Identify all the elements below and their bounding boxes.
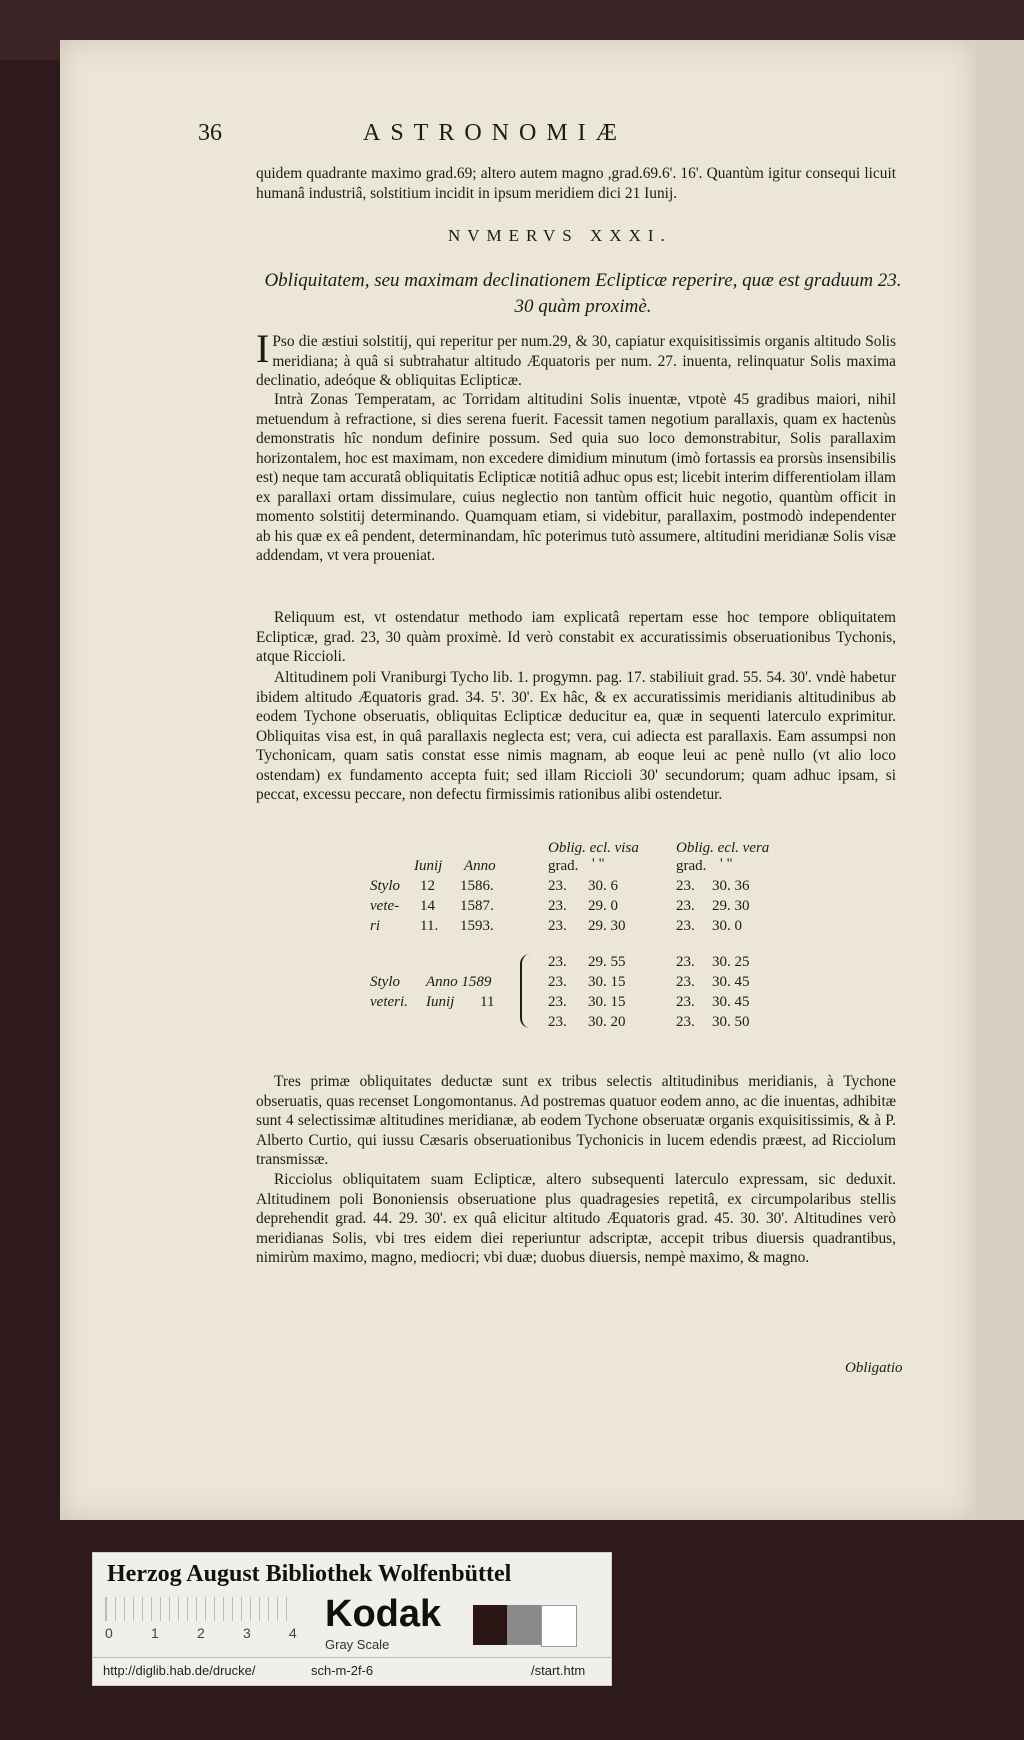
paragraph-4-text: Altitudinem poli Vraniburgi Tycho lib. 1. progymn. pag. 17. stabiliuit grad. 55. 54. 30'. vndè habetur ibidem altitudo Æquatoris grad. 34. 5'. 30'. Ex hâc, & ex accuratissimis meridianis altitudinibus ab eodem Tychone obseruatis, obliquitas Eclipticæ deducitur ea, quæ in sequenti laterculo exprimitur. Obliquitas visa est, in quâ parallaxis neglecta est; vera, cui adiecta est parallaxis. Eam assumpsi non Tychonicam, quam satis constat esse nimis magnam, ab eoque leui ac penè nullo (vt alio loco ostendam) ex fundamento accepta fuit; sed illam Riccioli 30' secundorum; quam adhuc ipsam, si peccat, excessu peccare, non defectu firmissimis rationibus alibi ostendetur.: [256, 669, 896, 803]
section-number: NVMERVS XXXI.: [448, 226, 672, 245]
row-visa-min: 29. 0: [588, 898, 618, 914]
paragraph-5: [256, 1072, 896, 1170]
group-visa-min: 30. 15: [588, 994, 626, 1010]
url-right: /start.htm: [531, 1663, 586, 1678]
row-vera-min: 30. 36: [712, 878, 750, 894]
paragraph-4: [256, 668, 896, 805]
row-visa-grad: 23.: [548, 918, 567, 934]
group-visa-grad: 23.: [548, 954, 567, 970]
group-vera-grad: 23.: [676, 954, 695, 970]
col-anno-header: Anno: [464, 858, 496, 874]
gray-swatch-mid: [507, 1605, 541, 1645]
url-left: http://diglib.hab.de/drucke/: [103, 1663, 256, 1678]
row-vera-min: 29. 30: [712, 898, 750, 914]
group-visa-grad: 23.: [548, 974, 567, 990]
ruler-label: 4: [289, 1625, 297, 1641]
gray-swatch-light: [541, 1605, 577, 1647]
paragraph-3: [256, 608, 896, 667]
group-vera-min: 30. 50: [712, 1014, 750, 1030]
paragraph-6: [256, 1170, 896, 1268]
group-brace: [520, 954, 532, 1028]
row-year: 1586.: [460, 878, 494, 894]
library-name: Herzog August Bibliothek Wolfenbüttel: [107, 1561, 512, 1587]
bleed-through-text: [200, 1260, 900, 1320]
group-vera-grad: 23.: [676, 994, 695, 1010]
row-visa-grad: 23.: [548, 898, 567, 914]
scale-ruler: [105, 1597, 291, 1621]
group-visa-min: 30. 15: [588, 974, 626, 990]
group-day: 11: [480, 994, 495, 1010]
group-vera-min: 30. 25: [712, 954, 750, 970]
row-year: 1593.: [460, 918, 494, 934]
gray-swatch-dark: [473, 1605, 507, 1645]
group-vera-grad: 23.: [676, 974, 695, 990]
paragraph-2: [256, 390, 896, 566]
ruler-label: 2: [197, 1625, 205, 1641]
row-label: ri: [370, 918, 381, 934]
next-page-edge: [975, 40, 1024, 1520]
drop-cap: I: [256, 326, 270, 371]
paragraph-5-text: Tres primæ obliquitates deductæ sunt ex tribus selectis altitudinibus meridianis, à Tychone obseruatis, quas recenset Longomontanus. Ad postremas quatuor eodem anno, ac die inuentas, adhibitæ sunt 4 selectissimæ altitudines meridianæ, ab eodem Tychone obseruatæ organis exquisitissimis, & à P. Alberto Curtio, qui iussu Cæsaris obseruationibus Tychonicis in lucem edendis præest, ad Ricciolum transmissæ.: [256, 1073, 896, 1168]
row-label: vete-: [370, 898, 400, 914]
group-anno: Anno 1589: [426, 974, 492, 990]
vera-unit: grad.: [676, 858, 707, 874]
paragraph-1-text: Pso die æstiui solstitij, qui reperitur per num.29, & 30, capiatur exquisitissimis organis altitudo Solis meridiana; à quâ si subtrahatur altitudo Æquatoris per num. 27. inuenta, relinquatur Solis maxima declinatio, adeóque & obliquitas Eclipticæ.: [256, 333, 896, 389]
paragraph-1: [256, 326, 896, 391]
group-label-2: veteri.: [370, 994, 408, 1010]
group-visa-min: 29. 55: [588, 954, 626, 970]
vera-marks: ' ": [720, 856, 733, 872]
page-number: 36: [198, 120, 222, 146]
row-vera-grad: 23.: [676, 918, 695, 934]
kodak-logo: Kodak: [325, 1593, 442, 1635]
row-vera-grad: 23.: [676, 898, 695, 914]
group-visa-min: 30. 20: [588, 1014, 626, 1030]
card-separator: [93, 1657, 611, 1658]
obliquity-table: [320, 838, 780, 1038]
url-mid: sch-m-2f-6: [311, 1663, 374, 1678]
running-title: ASTRONOMIÆ: [363, 120, 628, 146]
row-vera-min: 30. 0: [712, 918, 742, 934]
group-visa-grad: 23.: [548, 1014, 567, 1030]
group-label-1: Stylo: [370, 974, 400, 990]
row-visa-min: 30. 6: [588, 878, 618, 894]
row-vera-grad: 23.: [676, 878, 695, 894]
group-visa-grad: 23.: [548, 994, 567, 1010]
gray-scale-label: Gray Scale: [325, 1637, 390, 1652]
ruler-label: 3: [243, 1625, 251, 1641]
row-day: 14: [420, 898, 435, 914]
paragraph-3-text: Reliquum est, vt ostendatur methodo iam explicatâ repertam esse hoc tempore obliquitatem Eclipticæ, grad. 23, 30 quàm proximè. Id verò constabit ex accuratissimis obseruationibus Tychonis, atque Riccioli.: [256, 609, 896, 665]
visa-marks: ' ": [592, 856, 605, 872]
paragraph-2-text: Intrà Zonas Temperatam, ac Torridam altitudini Solis inuentæ, vtpotè 45 gradibus maiori, nihil metuendum à refractione, si dies serena fuerit. Facessit tamen negotium parallaxis, quam ex hactenùs demonstratis hîc nondum definire possum. Sed quia suo loco demonstrabitur, Solis parallaxim horizontalem, hoc est maximam, non excedere dimidium minutum (imò fortassis ea prorsùs insensibilis est) neque tam accuratâ obliquitatis Eclipticæ notitiâ adhuc opus est; licebit interim differentiolam illam ex parallaxi ortam dissimulare, cuius neglectio non tantùm officit huic negotio, quantùm officit in momento solstitij determinando. Quamquam etiam, si videbitur, parallaxim, postmodò independenter ab his quæ ex eâ pendent, determinandam, hîc poterimus tutò assumere, altitudini meridianæ Solis visæ addendam, vt vera proueniat.: [256, 391, 896, 564]
ruler-label: 0: [105, 1625, 113, 1641]
group-vera-min: 30. 45: [712, 974, 750, 990]
ruler-label: 1: [151, 1625, 159, 1641]
section-heading: Obliquitatem, seu maximam declinationem Eclipticæ reperire, quæ est graduum 23. 30 quàm proximè.: [264, 270, 902, 317]
col-vera-header: Oblig. ecl. vera: [676, 840, 770, 856]
group-iunij: Iunij: [426, 994, 455, 1010]
intro-paragraph: quidem quadrante maximo grad.69; altero autem magno ,grad.69.6'. 16'. Quantùm igitur consequi licuit humanâ industriâ, solstitium incidit in ipsum meridiem dici 21 Iunij.: [256, 165, 896, 202]
running-header: [198, 120, 938, 160]
group-vera-grad: 23.: [676, 1014, 695, 1030]
catchword: Obligatio: [845, 1360, 903, 1376]
row-day: 12: [420, 878, 435, 894]
row-day: 11.: [420, 918, 439, 934]
row-label: Stylo: [370, 878, 400, 894]
row-visa-min: 29. 30: [588, 918, 626, 934]
group-vera-min: 30. 45: [712, 994, 750, 1010]
row-visa-grad: 23.: [548, 878, 567, 894]
library-target-card: [92, 1552, 612, 1686]
col-visa-header: Oblig. ecl. visa: [548, 840, 639, 856]
col-iunij-header: Iunij: [414, 858, 443, 874]
row-year: 1587.: [460, 898, 494, 914]
visa-unit: grad.: [548, 858, 579, 874]
paragraph-6-text: Ricciolus obliquitatem suam Eclipticæ, altero subsequenti laterculo expressam, sic deduxit. Altitudinem poli Bononiensis obseruatione plus quadragesies repetitâ, ex circumpolaribus stellis deprehendit grad. 44. 29. 30'. ex quâ elicitur altitudo Æquatoris grad. 45. 30. 30'. Altitudines verò meridianas Solis, vbi tres eidem diei reperiuntur adscriptæ, accepit tribus diuersis quadrantibus, nimirùm maximo, magno, mediocri; vbi duæ; duobus diuersis, nempè maximo, & magno.: [256, 1171, 896, 1266]
